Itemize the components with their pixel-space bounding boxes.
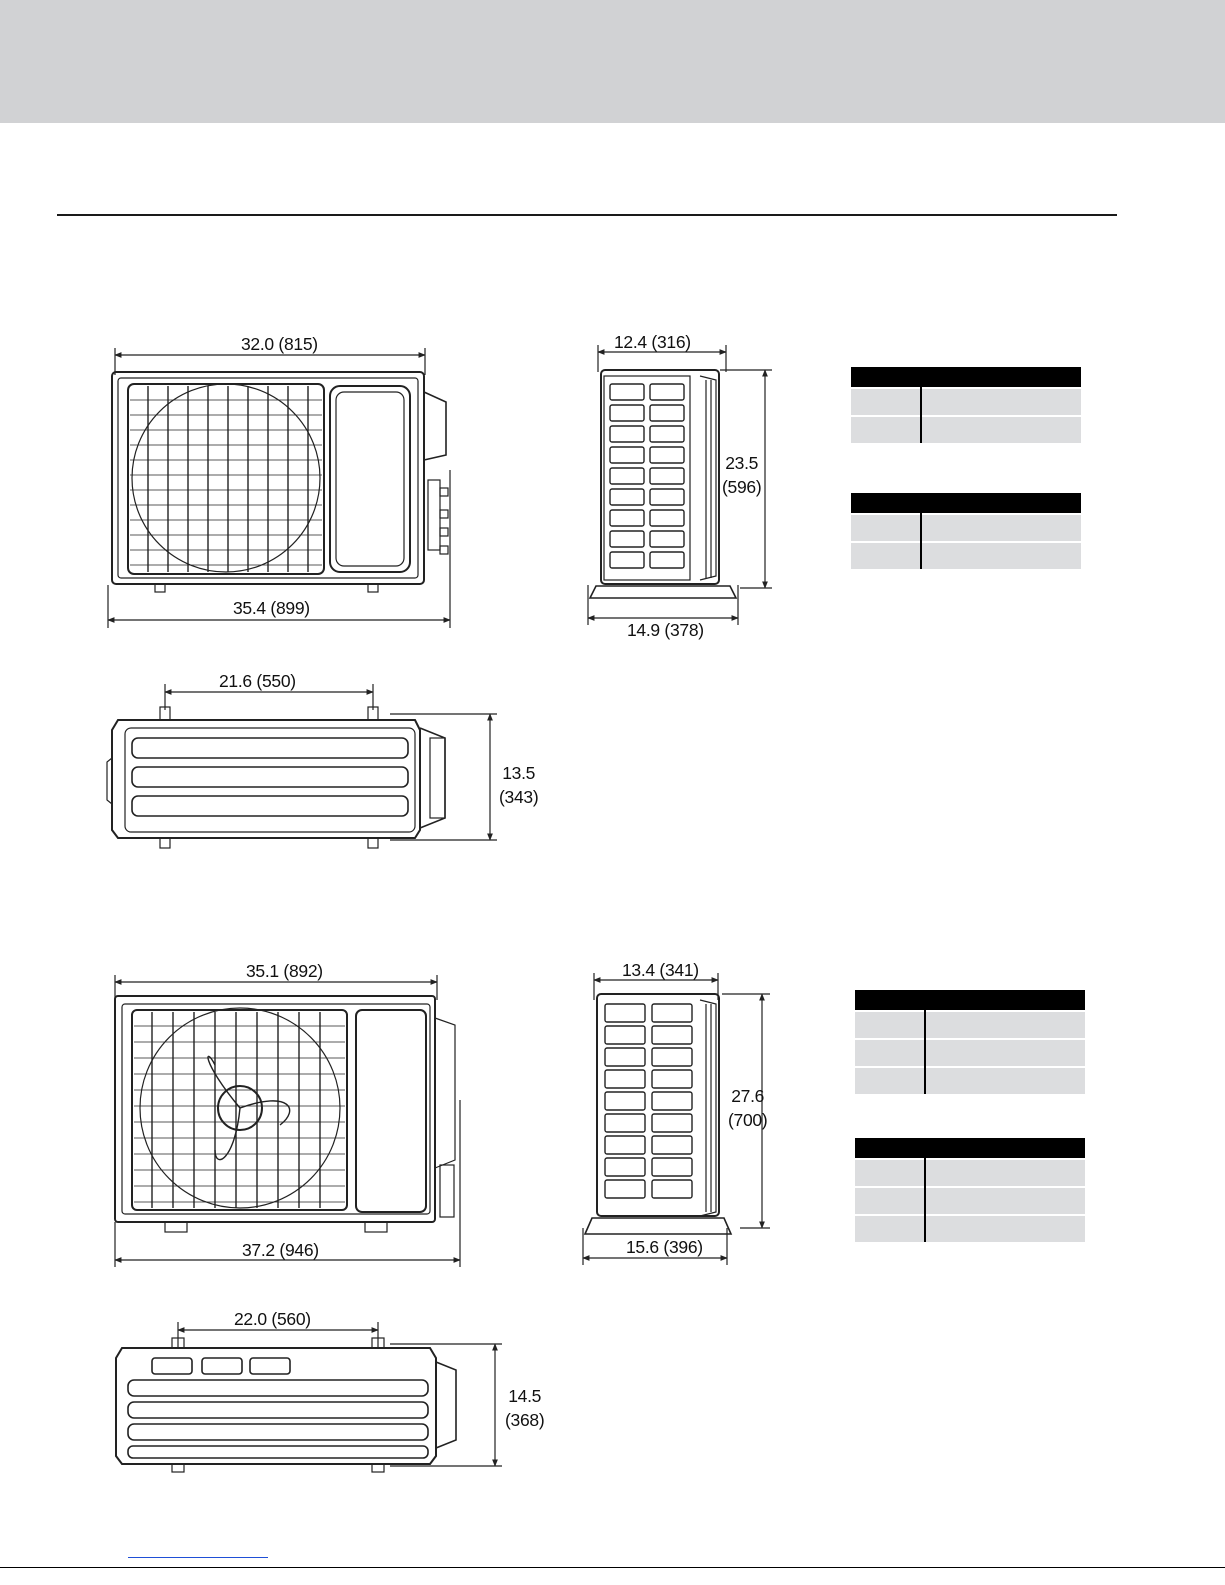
table-row bbox=[851, 542, 1081, 569]
unit2-front-width-top-label: 35.1 (892) bbox=[246, 961, 323, 981]
spec-table-4 bbox=[855, 1138, 1085, 1242]
unit2-top-depth-label bbox=[505, 1385, 544, 1432]
unit2-side-height-in: 27.6 bbox=[731, 1086, 765, 1106]
table-row bbox=[855, 1187, 1085, 1215]
table-row bbox=[855, 1067, 1085, 1094]
spec-table-header bbox=[851, 493, 1081, 514]
unit2-top-depth-mm: (368) bbox=[505, 1409, 545, 1430]
unit2-top-view bbox=[116, 1322, 502, 1472]
unit1-top-depth-in: 13.5 bbox=[502, 763, 536, 783]
unit1-front-view bbox=[108, 348, 450, 628]
table-row bbox=[855, 1039, 1085, 1067]
unit2-side-height-label bbox=[728, 1085, 767, 1132]
unit2-front-width-bottom-label: 37.2 (946) bbox=[242, 1240, 319, 1260]
table-row bbox=[851, 416, 1081, 443]
spec-table-2 bbox=[851, 493, 1081, 569]
unit1-side-height-mm: (596) bbox=[722, 476, 762, 497]
spec-table-header bbox=[851, 367, 1081, 388]
unit2-side-width-top-label: 13.4 (341) bbox=[622, 960, 699, 980]
spec-table-header bbox=[855, 1138, 1085, 1159]
unit1-top-depth-mm: (343) bbox=[499, 786, 539, 807]
table-row bbox=[855, 1011, 1085, 1039]
unit1-side-height-label bbox=[722, 452, 761, 499]
table-row bbox=[851, 514, 1081, 542]
unit1-front-width-top-label: 32.0 (815) bbox=[241, 334, 318, 354]
unit1-side-height-in: 23.5 bbox=[725, 453, 759, 473]
unit2-top-mount-spacing-label: 22.0 (560) bbox=[234, 1309, 311, 1329]
spec-table-1 bbox=[851, 367, 1081, 443]
spec-table-3 bbox=[855, 990, 1085, 1094]
unit2-top-depth-in: 14.5 bbox=[508, 1386, 542, 1406]
unit2-front-view bbox=[115, 975, 460, 1267]
footer-rule bbox=[0, 1567, 1225, 1568]
table-row bbox=[855, 1159, 1085, 1187]
unit1-top-depth-label bbox=[499, 762, 538, 809]
unit1-side-width-bottom-label: 14.9 (378) bbox=[627, 620, 704, 640]
unit1-side-width-top-label: 12.4 (316) bbox=[614, 332, 691, 352]
table-row bbox=[855, 1215, 1085, 1242]
unit2-side-width-bottom-label: 15.6 (396) bbox=[626, 1237, 703, 1257]
unit2-side-height-mm: (700) bbox=[728, 1109, 768, 1130]
table-row bbox=[851, 388, 1081, 416]
unit1-front-width-bottom-label: 35.4 (899) bbox=[233, 598, 310, 618]
unit1-top-view bbox=[107, 684, 497, 848]
spec-table-header bbox=[855, 990, 1085, 1011]
footer-link-underline[interactable] bbox=[128, 1557, 268, 1558]
unit1-top-mount-spacing-label: 21.6 (550) bbox=[219, 671, 296, 691]
